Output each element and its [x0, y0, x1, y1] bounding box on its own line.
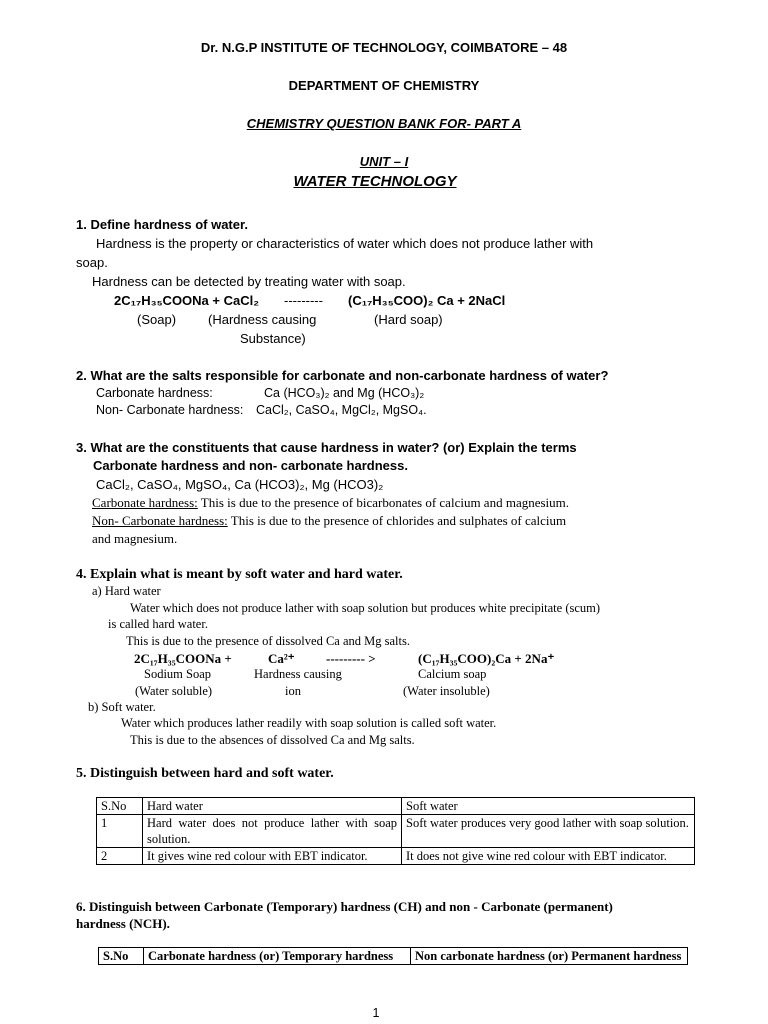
table-header-cell: Carbonate hardness (or) Temporary hardness	[144, 948, 411, 965]
q4-equation-left: 2C₁₇H₃₅COONa +	[134, 651, 232, 666]
table-cell: 1	[97, 815, 143, 848]
q3-question: 3. What are the constituents that cause hardness in water? (or) Explain the terms	[76, 440, 577, 455]
q1-question: 1. Define hardness of water.	[76, 217, 248, 232]
table-header-row	[99, 948, 688, 965]
table-header-cell: S.No	[97, 798, 143, 815]
table-header-cell: Hard water	[143, 798, 402, 815]
q4-label-ion: ion	[285, 684, 301, 698]
q2-noncarbonate-label: Non- Carbonate hardness:	[96, 403, 244, 417]
q1-answer-line: Hardness can be detected by treating water with soap.	[92, 274, 406, 289]
table-cell: It does not give wine red colour with EBT indicator.	[402, 848, 695, 865]
q4-hard-water-text: is called hard water.	[108, 617, 208, 631]
q4-label-sodium-soap: Sodium Soap	[144, 667, 212, 681]
q4-equation-right: (C₁₇H₃₅COO)₂Ca + 2Na⁺	[418, 651, 555, 666]
q3-noncarbonate-line	[92, 513, 566, 529]
q2-carbonate-label: Carbonate hardness:	[96, 386, 213, 400]
institute-title: Dr. N.G.P INSTITUTE OF TECHNOLOGY, COIMBATORE – 48	[200, 40, 568, 55]
q4-label-hardness: Hardness causing	[254, 667, 342, 681]
table-header-cell: Soft water	[402, 798, 695, 815]
q5-question: 5. Distinguish between hard and soft water.	[76, 766, 334, 781]
table-cell: Hard water does not produce lather with soap solution.	[143, 815, 402, 848]
table-row	[97, 815, 695, 848]
unit-label: UNIT – I	[359, 154, 409, 169]
page-number: 1	[372, 1006, 380, 1020]
q2-carbonate-value: Ca (HCO₃)₂ and Mg (HCO₃)₂	[264, 386, 425, 400]
q4-label-calcium-soap: Calcium soap	[418, 667, 487, 681]
table-header-cell: Non carbonate hardness (or) Permanent hardness	[411, 948, 688, 965]
hard-soft-water-table	[96, 797, 695, 865]
q1-label-soap: (Soap)	[137, 312, 177, 327]
q3-noncarbonate-text-cont: and magnesium.	[92, 531, 178, 546]
table-header-cell: S.No	[99, 948, 144, 965]
q2-noncarbonate-value: CaCl₂, CaSO₄, MgCl₂, MgSO₄.	[256, 403, 427, 417]
department-title: DEPARTMENT OF CHEMISTRY	[288, 78, 480, 93]
q6-question: 6. Distinguish between Carbonate (Temporary) hardness (CH) and non - Carbonate (permanent)	[76, 899, 613, 914]
q4-soft-water-text: This is due to the absences of dissolved Ca and Mg salts.	[130, 733, 415, 747]
q1-equation-right: (C₁₇H₃₅COO)₂ Ca + 2NaCl	[348, 293, 506, 308]
q4-equation-ca: Ca²⁺	[268, 651, 295, 666]
q3-noncarbonate-text: This is due to the presence of chlorides and sulphates of calcium	[230, 513, 567, 528]
carbonate-hardness-table	[98, 947, 688, 965]
q4-soft-water-label: b) Soft water.	[88, 700, 156, 714]
q3-question-cont: Carbonate hardness and non- carbonate hardness.	[93, 458, 408, 473]
q4-hard-water-text: This is due to the presence of dissolved Ca and Mg salts.	[126, 634, 410, 648]
q1-answer-line: Hardness is the property or characteristics of water which does not produce lather with	[96, 236, 594, 251]
question-bank-title: CHEMISTRY QUESTION BANK FOR- PART A	[246, 116, 522, 131]
q4-hard-water-label: a) Hard water	[92, 584, 161, 598]
q1-label-substance: Substance)	[240, 331, 306, 346]
q1-label-hard-soap: (Hard soap)	[374, 312, 443, 327]
q1-label-hardness: (Hardness causing	[208, 312, 317, 327]
q1-equation-left: 2C₁₇H₃₅COONa + CaCl₂	[114, 293, 259, 308]
q3-noncarbonate-label: Non- Carbonate hardness:	[92, 513, 228, 528]
table-cell: Soft water produces very good lather with soap solution.	[402, 815, 695, 848]
table-row	[97, 848, 695, 865]
q2-question: 2. What are the salts responsible for carbonate and non-carbonate hardness of water?	[76, 368, 609, 383]
q4-equation-arrow: --------- >	[326, 651, 376, 666]
q4-soft-water-text: Water which produces lather readily with soap solution is called soft water.	[121, 716, 497, 730]
q1-equation-arrow: ---------	[284, 293, 323, 308]
q4-question: 4. Explain what is meant by soft water and hard water.	[76, 567, 403, 582]
q3-salts: CaCl₂, CaSO₄, MgSO₄, Ca (HCO3)₂, Mg (HCO3)₂	[96, 477, 384, 492]
q4-label-water-insoluble: (Water insoluble)	[403, 684, 490, 698]
q1-answer-line: soap.	[76, 255, 108, 270]
q3-carbonate-label: Carbonate hardness:	[92, 495, 198, 510]
q3-carbonate-text: This is due to the presence of bicarbonates of calcium and magnesium.	[200, 495, 570, 510]
q4-label-water-soluble: (Water soluble)	[135, 684, 213, 698]
table-cell: 2	[97, 848, 143, 865]
q3-carbonate-line	[92, 495, 569, 511]
q4-hard-water-text: Water which does not produce lather with soap solution but produces white precipitate (scum)	[130, 601, 601, 615]
unit-title: WATER TECHNOLOGY	[293, 173, 457, 190]
table-header-row	[97, 798, 695, 815]
table-cell: It gives wine red colour with EBT indicator.	[143, 848, 402, 865]
q6-question-cont: hardness (NCH).	[76, 916, 170, 931]
